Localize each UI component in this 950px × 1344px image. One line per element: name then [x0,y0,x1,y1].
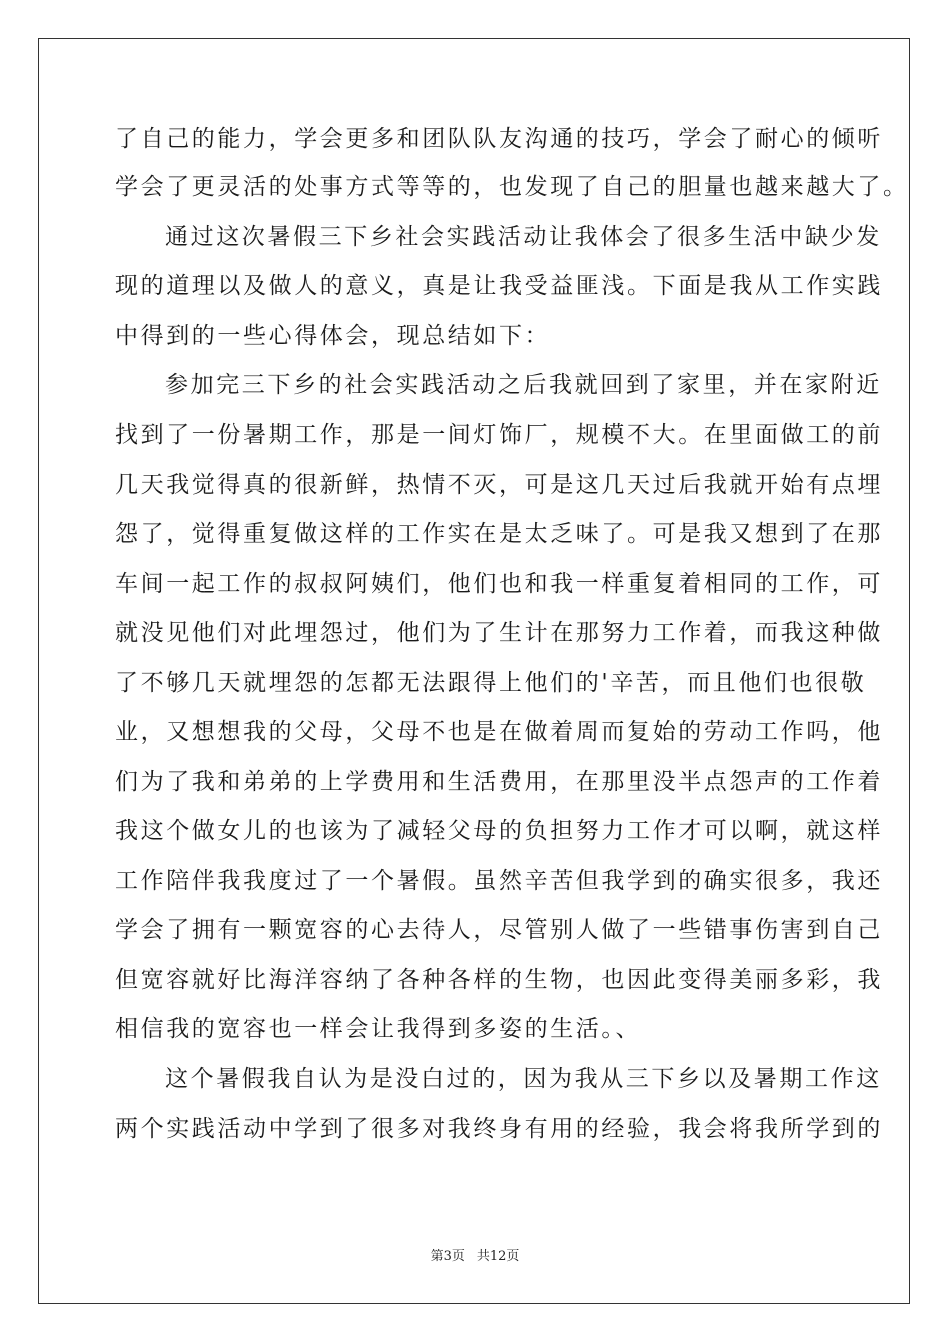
page-footer [0,1248,950,1266]
text-line: 两个实践活动中学到了很多对我终身有用的经验，我会将我所学到的 [115,1116,883,1142]
text-line: 相信我的宽容也一样会让我得到多姿的生活。、 [115,1016,642,1042]
text-line: 学会了拥有一颗宽容的心去待人，尽管别人做了一些错事伤害到自己 [115,917,883,943]
text-line: 怨了，觉得重复做这样的工作实在是太乏味了。可是我又想到了在那 [115,521,883,547]
text-line: 几天我觉得真的很新鲜，热情不灭，可是这几天过后我就开始有点埋 [115,472,883,498]
page-number: 第3页 [430,1249,465,1264]
text-line: 了自己的能力，学会更多和团队队友沟通的技巧，学会了耐心的倾听 [115,126,883,152]
text-line: 但宽容就好比海洋容纳了各种各样的生物，也因此变得美丽多彩，我 [115,967,883,993]
text-line: 中得到的一些心得体会，现总结如下： [115,323,551,349]
paragraph-first-line: 通过这次暑假三下乡社会实践活动让我体会了很多生活中缺少发 [165,224,882,250]
text-line: 了不够几天就埋怨的怎都无法跟得上他们的'辛苦，而且他们也很敬 [115,670,867,696]
page-total: 共12页 [476,1249,520,1264]
text-line: 工作陪伴我我度过了一个暑假。虽然辛苦但我学到的确实很多，我还 [115,868,883,894]
paragraph-first-line: 这个暑假我自认为是没白过的，因为我从三下乡以及暑期工作这 [165,1066,882,1092]
text-line: 们为了我和弟弟的上学费用和生活费用，在那里没半点怨声的工作着 [115,769,883,795]
text-line: 业，又想想我的父母，父母不也是在做着周而复始的劳动工作吗，他 [115,719,883,745]
text-line: 就没见他们对此埋怨过，他们为了生计在那努力工作着，而我这种做 [115,620,883,646]
text-line: 找到了一份暑期工作，那是一间灯饰厂，规模不大。在里面做工的前 [115,422,883,448]
text-line: 我这个做女儿的也该为了减轻父母的负担努力工作才可以啊，就这样 [115,818,883,844]
text-line: 现的道理以及做人的意义，真是让我受益匪浅。下面是我从工作实践 [115,273,883,299]
paragraph-first-line: 参加完三下乡的社会实践活动之后我就回到了家里，并在家附近 [165,372,882,398]
text-line: 车间一起工作的叔叔阿姨们，他们也和我一样重复着相同的工作，可 [115,571,883,597]
text-line: 学会了更灵活的处事方式等等的，也发现了自己的胆量也越来越大了。 [115,174,909,200]
